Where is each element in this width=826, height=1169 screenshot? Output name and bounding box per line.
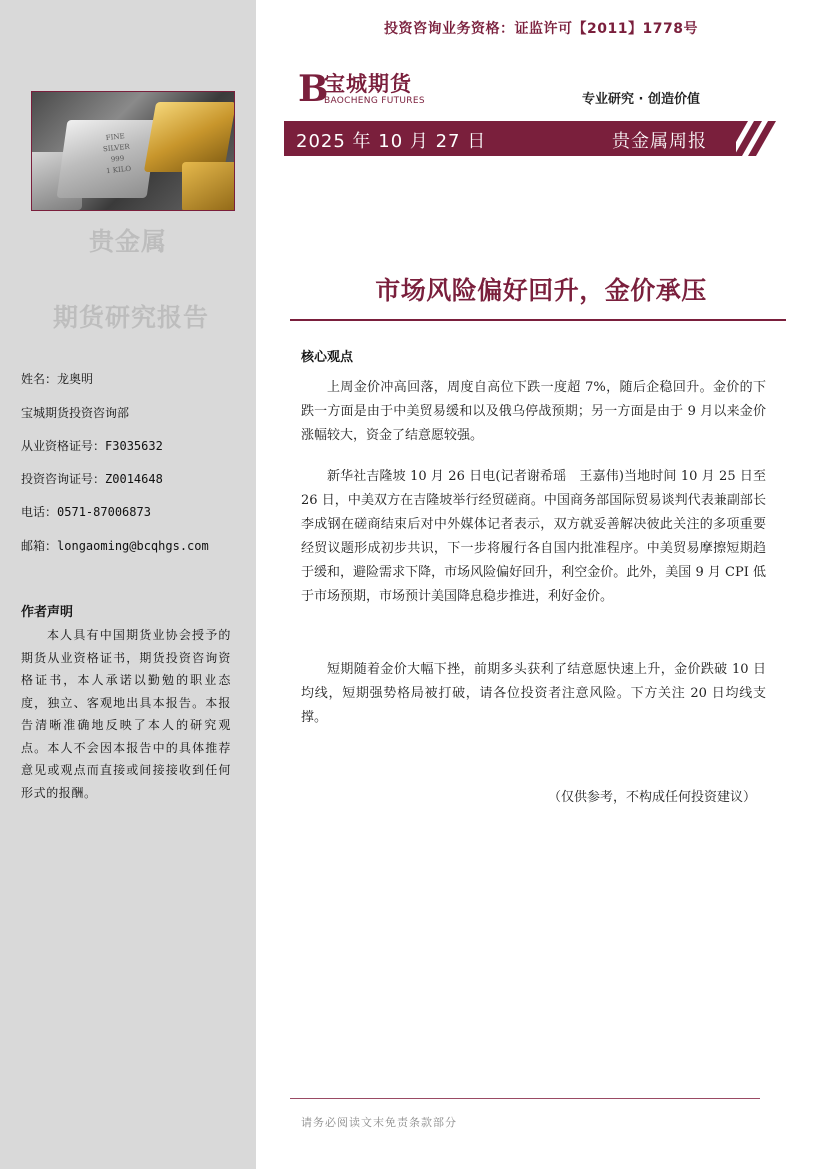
report-kind: 贵金属周报	[612, 131, 707, 152]
report-date: 2025 年 10 月 27 日	[296, 131, 487, 152]
phone: 电话：0571-87006873	[21, 505, 151, 519]
precious-metal-bars-image	[31, 91, 235, 211]
sidebar-subtitle: 期货研究报告	[52, 303, 209, 332]
sidebar	[0, 0, 256, 1169]
email: 邮箱：longaoming@bcqhgs.com	[21, 539, 209, 553]
declaration-body: 本人具有中国期货业协会授予的期货从业资格证书，期货投资咨询资格证书，本人承诺以勤勉的职业态度，独立、客观地出具本报告。本报告清晰准确地反映了本人的研究观点。本人不会因本报告中的具体推荐意见或观点而直接或间接接收到任何形式的报酬。	[21, 628, 231, 800]
footer-note: 请务必阅读文末免责条款部分	[301, 1116, 457, 1129]
footer-divider	[290, 1098, 760, 1099]
logo-en: BAOCHENG FUTURES	[324, 96, 425, 106]
logo-cn: 宝城期货	[324, 72, 412, 96]
consulting-license: 投资咨询证号：Z0014648	[21, 472, 163, 486]
disclaimer: （仅供参考，不构成任何投资建议）	[547, 790, 756, 805]
slogan: 专业研究 · 创造价值	[582, 92, 700, 107]
title-divider	[290, 319, 786, 321]
band-slash-decoration	[720, 121, 790, 156]
declaration-title: 作者声明	[21, 605, 74, 620]
paragraph-2: 新华社吉隆坡 10 月 26 日电(记者谢希瑶 王嘉伟)当地时间 10 月 25 日至 26 日，中美双方在吉隆坡举行经贸磋商。中国商务部国际贸易谈判代表兼副部长李成钢在磋商结束后对中外媒体记者表示，双方就妥善解决彼此关注的多项重要经贸议题形成初步共识，下一步将履行各自国内批准程序。中美贸易摩擦短期趋于缓和，避险需求下降，市场风险偏好回升，利空金价。此外，美国 9 月 CPI 低于市场预期，市场预计美国降息稳步推进，利好金价。	[301, 469, 766, 604]
bar-stamp-text: FINE SILVER 999 1 KILO	[102, 132, 132, 176]
practice-license: 从业资格证号：F3035632	[21, 439, 163, 453]
author-department: 宝城期货投资咨询部	[21, 406, 130, 420]
email-link[interactable]: longaoming@bcqhgs.com	[57, 539, 209, 553]
sidebar-title: 贵金属	[88, 227, 167, 256]
logo-mark-icon: B	[298, 68, 329, 110]
company-logo	[298, 70, 438, 112]
qualification-line: 投资咨询业务资格：证监许可【2011】1778号	[384, 21, 698, 37]
paragraph-1: 上周金价冲高回落，周度自高位下跌一度超 7%，随后企稳回升。金价的下跌一方面是由于中美贸易缓和以及俄乌停战预期；另一方面是由于 9 月以来金价涨幅较大，资金了结意愿较强。	[301, 380, 766, 443]
paragraph-3: 短期随着金价大幅下挫，前期多头获利了结意愿快速上升，金价跌破 10 日均线，短期强势格局被打破，请各位投资者注意风险。下方关注 20 日均线支撑。	[301, 662, 766, 725]
gold-bar-shape	[182, 162, 235, 211]
section-heading: 核心观点	[301, 350, 354, 365]
report-title: 市场风险偏好回升，金价承压	[375, 276, 707, 305]
author-name: 姓名：龙奥明	[21, 372, 94, 386]
